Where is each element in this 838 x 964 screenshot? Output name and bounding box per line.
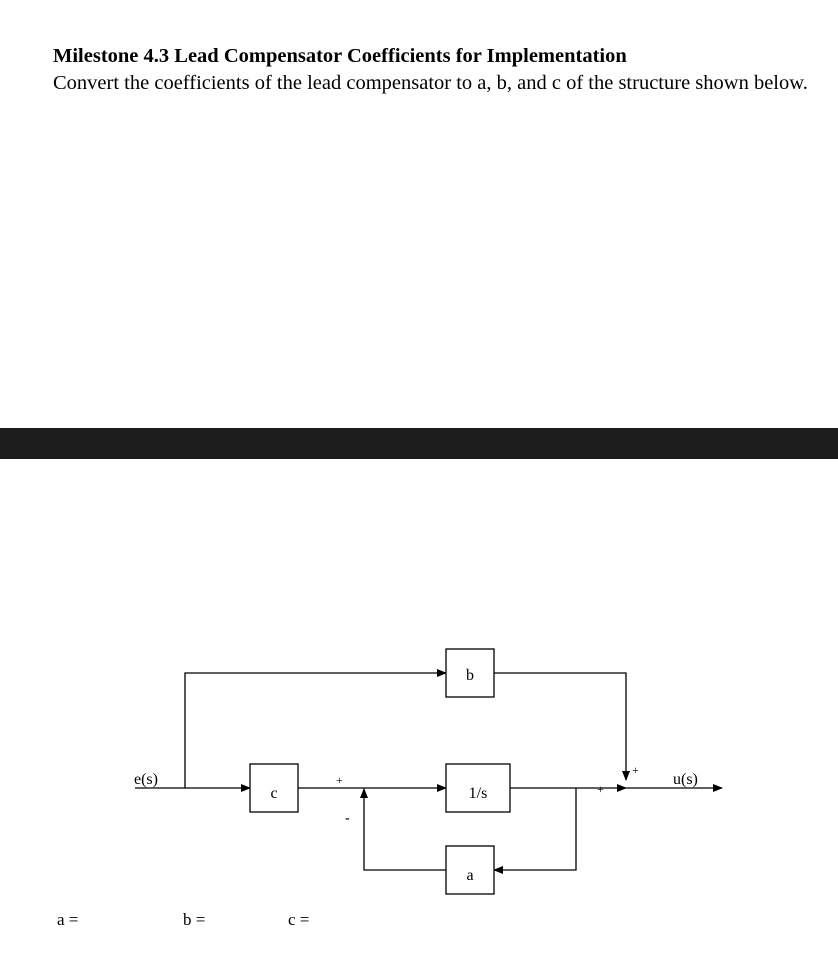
answer-a-label: a = bbox=[57, 910, 79, 929]
integrator-label: 1/s bbox=[468, 785, 488, 802]
instructions-text: Convert the coefficients of the lead compensator to a, b, and c of the structure shown below. bbox=[53, 72, 808, 94]
gain-b-output-line bbox=[494, 673, 626, 780]
sum1-plus-sign: + bbox=[336, 773, 343, 787]
gain-b-label: b bbox=[466, 667, 474, 684]
feedback-line-from-a bbox=[364, 789, 446, 870]
output-signal-label: u(s) bbox=[673, 771, 698, 788]
sum1-minus-sign: - bbox=[345, 811, 350, 826]
milestone-heading: Milestone 4.3 Lead Compensator Coefficients for Implementation bbox=[53, 45, 627, 67]
sum2-left-plus-sign: + bbox=[597, 782, 604, 796]
answer-b-label: b = bbox=[183, 910, 206, 929]
feedforward-branch-line bbox=[185, 673, 446, 788]
answer-c-label: c = bbox=[288, 910, 310, 929]
input-signal-label: e(s) bbox=[134, 771, 158, 788]
gain-c-label: c bbox=[270, 785, 278, 802]
gain-a-label: a bbox=[466, 867, 474, 884]
sum2-top-plus-sign: + bbox=[632, 763, 639, 777]
